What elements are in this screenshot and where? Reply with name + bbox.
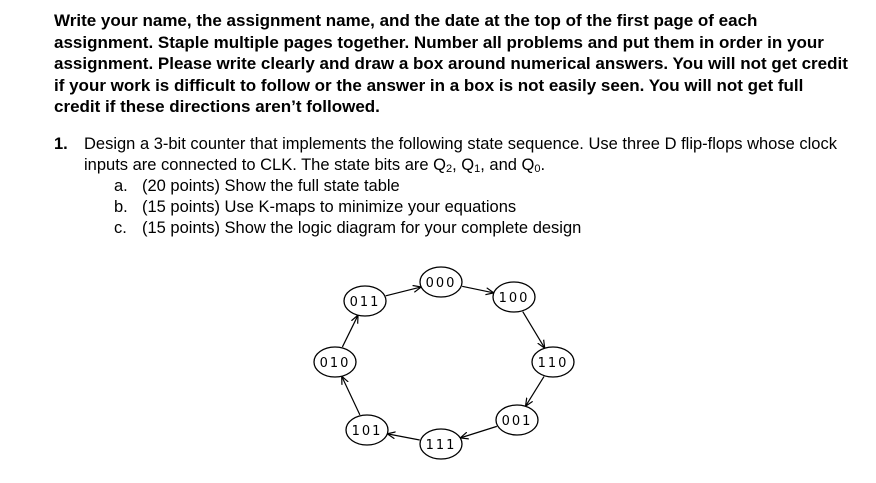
svg-text:110: 110 (537, 356, 569, 371)
transition-010-to-011 (342, 316, 357, 347)
state-000 (420, 267, 462, 297)
state-001 (496, 405, 538, 435)
svg-text:100: 100 (498, 291, 530, 306)
svg-text:011: 011 (349, 295, 381, 310)
transition-001-to-111 (461, 426, 497, 437)
state-nodes (314, 267, 574, 459)
transition-100-to-110 (523, 312, 544, 348)
transition-110-to-001 (526, 377, 544, 406)
problem-number: 1. (54, 135, 68, 153)
instructions-paragraph: Write your name, the assignment name, and the date at the top of the first page of each assignment. Staple multiple pages together. Number all problems and put them in order in your assignment. Please write clearly and draw a box around numerical answers. You will not get credit if your work is difficult to follow or the answer in a box is not easily seen. You will not get full credit if these directions aren’t followed. (54, 11, 848, 116)
svg-text:010: 010 (319, 356, 351, 371)
state-011 (344, 286, 386, 316)
state-101 (346, 415, 388, 445)
transition-000-to-100 (462, 286, 493, 292)
transition-111-to-101 (388, 434, 419, 440)
state-111 (420, 429, 462, 459)
svg-text:001: 001 (501, 414, 533, 429)
part-a: a. (20 points) Show the full state table (114, 177, 400, 195)
problem-stem: Design a 3-bit counter that implements the following state sequence. Use three D flip-flops whose clock inputs are connected to CLK. The state bits are $Q_2$, $Q_1$, and $Q_0$. (84, 135, 837, 175)
state-100 (493, 282, 535, 312)
part-b: b. (15 points) Use K-maps to minimize your equations (114, 198, 517, 216)
part-c: c. (15 points) Show the logic diagram for your complete design (114, 219, 582, 237)
transition-011-to-000 (386, 287, 420, 296)
svg-text:111: 111 (425, 438, 457, 453)
transition-101-to-010 (342, 377, 360, 415)
state-010 (314, 347, 356, 377)
svg-text:000: 000 (425, 276, 457, 291)
state-110 (532, 347, 574, 377)
svg-text:101: 101 (351, 424, 383, 439)
